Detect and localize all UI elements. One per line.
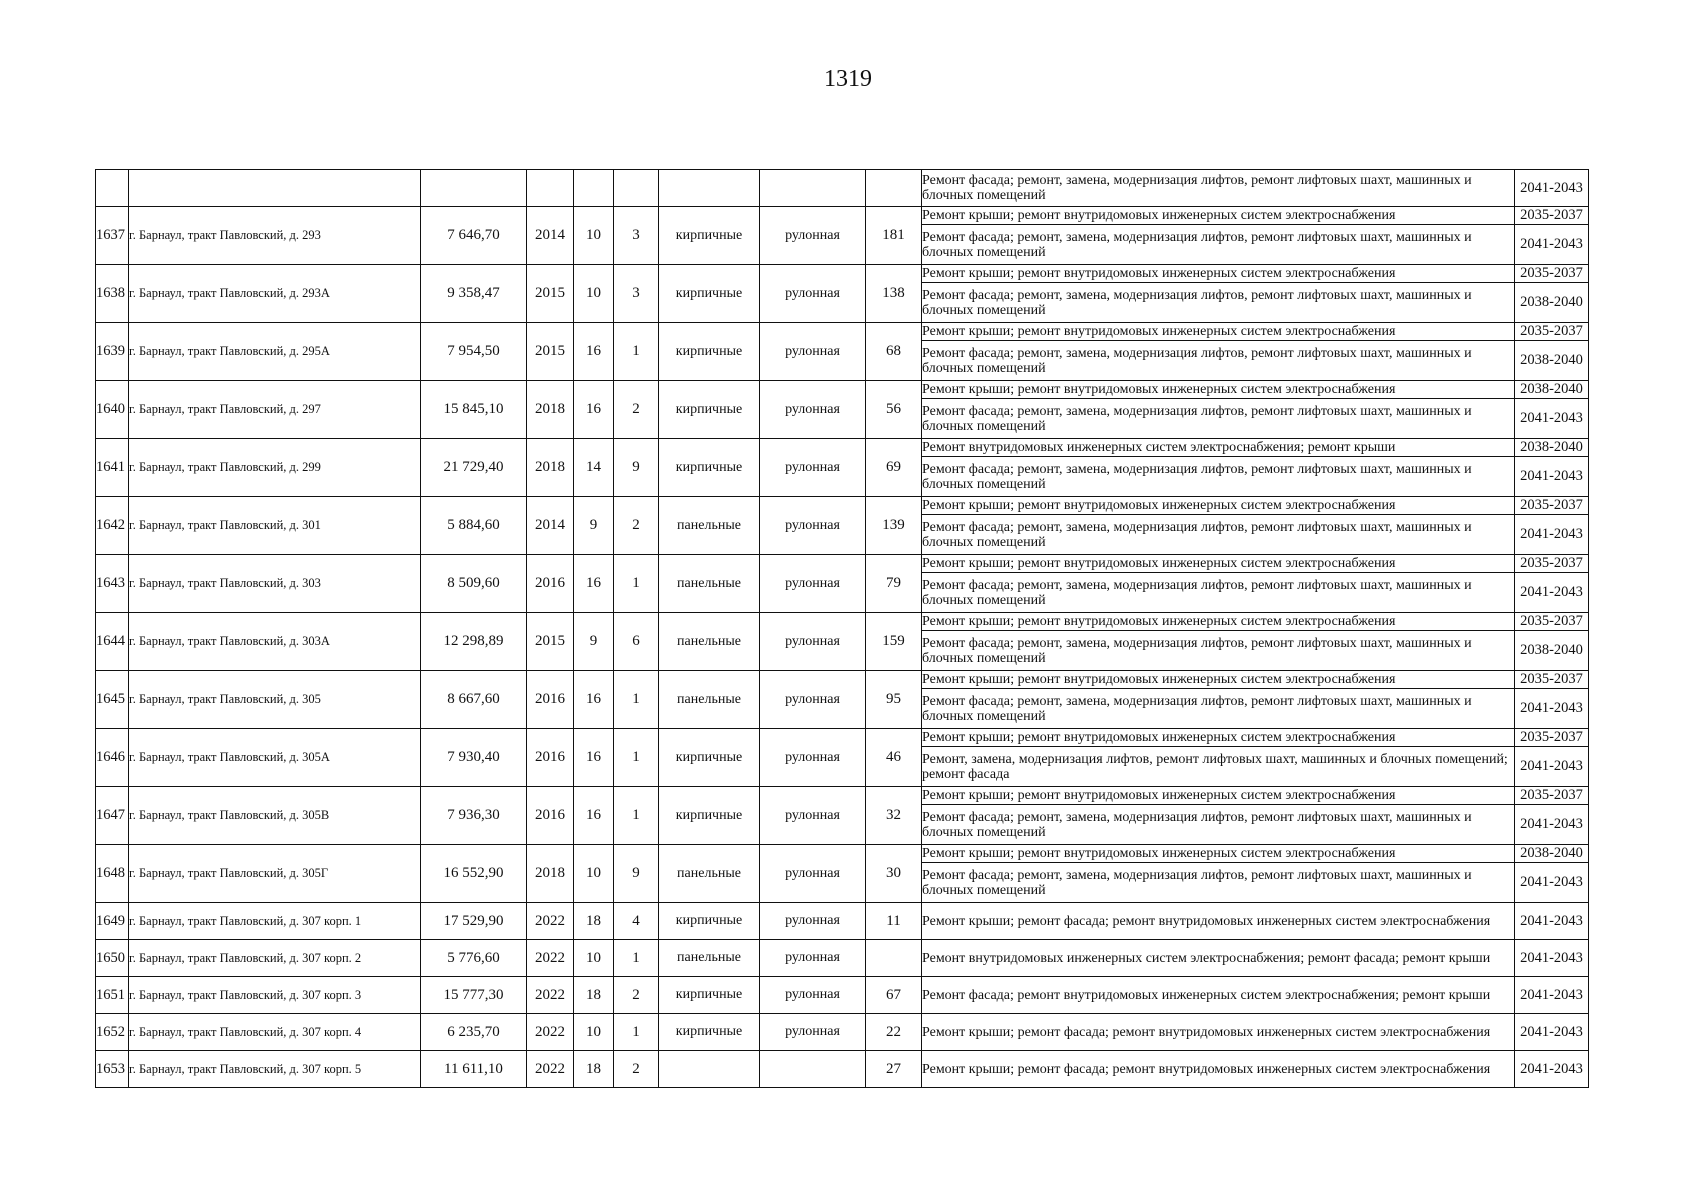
roof-type-cell: рулонная — [760, 845, 866, 903]
roof-type-cell: рулонная — [760, 555, 866, 613]
works-cell: Ремонт фасада; ремонт, замена, модернизация лифтов, ремонт лифтовых шахт, машинных и блочных помещений — [922, 170, 1515, 207]
works-cell: Ремонт внутридомовых инженерных систем электроснабжения; ремонт фасада; ремонт крыши — [922, 940, 1515, 977]
floors-cell: 16 — [574, 555, 614, 613]
residents-cell: 30 — [866, 845, 922, 903]
year-cell: 2016 — [527, 555, 574, 613]
walls-material-cell: кирпичные — [659, 207, 760, 265]
period-cell: 2041-2043 — [1515, 399, 1589, 439]
area-cell: 16 552,90 — [421, 845, 527, 903]
works-cell: Ремонт крыши; ремонт внутридомовых инженерных систем электроснабжения — [922, 787, 1515, 805]
works-cell: Ремонт фасада; ремонт внутридомовых инженерных систем электроснабжения; ремонт крыши — [922, 977, 1515, 1014]
empty-cell — [659, 170, 760, 207]
works-cell: Ремонт крыши; ремонт внутридомовых инженерных систем электроснабжения — [922, 381, 1515, 399]
residents-cell: 138 — [866, 265, 922, 323]
period-cell: 2041-2043 — [1515, 1051, 1589, 1088]
works-cell: Ремонт фасада; ремонт, замена, модернизация лифтов, ремонт лифтовых шахт, машинных и блочных помещений — [922, 805, 1515, 845]
works-cell: Ремонт фасада; ремонт, замена, модернизация лифтов, ремонт лифтовых шахт, машинных и блочных помещений — [922, 457, 1515, 497]
year-cell: 2022 — [527, 977, 574, 1014]
floors-cell: 9 — [574, 497, 614, 555]
works-cell: Ремонт крыши; ремонт внутридомовых инженерных систем электроснабжения — [922, 207, 1515, 225]
row-number: 1649 — [96, 903, 129, 940]
walls-material-cell: кирпичные — [659, 265, 760, 323]
address-cell: г. Барнаул, тракт Павловский, д. 295А — [129, 323, 421, 381]
year-cell: 2016 — [527, 729, 574, 787]
works-cell: Ремонт фасада; ремонт, замена, модернизация лифтов, ремонт лифтовых шахт, машинных и блочных помещений — [922, 225, 1515, 265]
address-cell: г. Барнаул, тракт Павловский, д. 303А — [129, 613, 421, 671]
floors-cell: 16 — [574, 787, 614, 845]
address-cell: г. Барнаул, тракт Павловский, д. 307 корп. 3 — [129, 977, 421, 1014]
roof-type-cell: рулонная — [760, 787, 866, 845]
period-cell: 2041-2043 — [1515, 805, 1589, 845]
roof-type-cell: рулонная — [760, 1014, 866, 1051]
address-cell: г. Барнаул, тракт Павловский, д. 301 — [129, 497, 421, 555]
entrances-cell: 4 — [614, 903, 659, 940]
period-cell: 2041-2043 — [1515, 977, 1589, 1014]
period-cell: 2038-2040 — [1515, 631, 1589, 671]
address-cell: г. Барнаул, тракт Павловский, д. 299 — [129, 439, 421, 497]
residents-cell: 67 — [866, 977, 922, 1014]
period-cell: 2035-2037 — [1515, 207, 1589, 225]
period-cell: 2038-2040 — [1515, 381, 1589, 399]
walls-material-cell: панельные — [659, 613, 760, 671]
works-cell: Ремонт крыши; ремонт внутридомовых инженерных систем электроснабжения — [922, 729, 1515, 747]
walls-material-cell: кирпичные — [659, 977, 760, 1014]
row-number: 1640 — [96, 381, 129, 439]
roof-type-cell: рулонная — [760, 940, 866, 977]
row-number: 1651 — [96, 977, 129, 1014]
walls-material-cell: панельные — [659, 940, 760, 977]
row-number: 1650 — [96, 940, 129, 977]
walls-material-cell: кирпичные — [659, 1014, 760, 1051]
year-cell: 2014 — [527, 497, 574, 555]
area-cell: 21 729,40 — [421, 439, 527, 497]
works-cell: Ремонт фасада; ремонт, замена, модернизация лифтов, ремонт лифтовых шахт, машинных и блочных помещений — [922, 573, 1515, 613]
area-cell: 5 884,60 — [421, 497, 527, 555]
area-cell: 11 611,10 — [421, 1051, 527, 1088]
table-row — [96, 497, 1589, 515]
area-cell: 7 936,30 — [421, 787, 527, 845]
table-row — [96, 940, 1589, 977]
empty-cell — [866, 170, 922, 207]
period-cell: 2035-2037 — [1515, 265, 1589, 283]
roof-type-cell: рулонная — [760, 977, 866, 1014]
floors-cell: 16 — [574, 323, 614, 381]
roof-type-cell: рулонная — [760, 613, 866, 671]
floors-cell: 18 — [574, 903, 614, 940]
empty-cell — [574, 170, 614, 207]
area-cell: 7 646,70 — [421, 207, 527, 265]
works-cell: Ремонт крыши; ремонт внутридомовых инженерных систем электроснабжения — [922, 845, 1515, 863]
year-cell: 2018 — [527, 439, 574, 497]
table-row — [96, 1014, 1589, 1051]
works-cell: Ремонт крыши; ремонт внутридомовых инженерных систем электроснабжения — [922, 265, 1515, 283]
works-cell: Ремонт крыши; ремонт внутридомовых инженерных систем электроснабжения — [922, 323, 1515, 341]
row-number: 1653 — [96, 1051, 129, 1088]
entrances-cell: 1 — [614, 940, 659, 977]
entrances-cell: 1 — [614, 787, 659, 845]
floors-cell: 10 — [574, 1014, 614, 1051]
period-cell: 2035-2037 — [1515, 671, 1589, 689]
year-cell: 2015 — [527, 265, 574, 323]
table-row — [96, 613, 1589, 631]
row-number: 1638 — [96, 265, 129, 323]
area-cell: 6 235,70 — [421, 1014, 527, 1051]
walls-material-cell: кирпичные — [659, 439, 760, 497]
works-cell: Ремонт крыши; ремонт внутридомовых инженерных систем электроснабжения — [922, 497, 1515, 515]
residents-cell: 46 — [866, 729, 922, 787]
period-cell: 2041-2043 — [1515, 940, 1589, 977]
row-number: 1637 — [96, 207, 129, 265]
floors-cell: 18 — [574, 977, 614, 1014]
floors-cell: 10 — [574, 845, 614, 903]
residents-cell: 27 — [866, 1051, 922, 1088]
row-number: 1642 — [96, 497, 129, 555]
area-cell: 8 509,60 — [421, 555, 527, 613]
walls-material-cell: панельные — [659, 497, 760, 555]
roof-type-cell: рулонная — [760, 671, 866, 729]
entrances-cell: 1 — [614, 555, 659, 613]
entrances-cell: 3 — [614, 265, 659, 323]
entrances-cell: 2 — [614, 381, 659, 439]
row-number: 1648 — [96, 845, 129, 903]
year-cell: 2015 — [527, 323, 574, 381]
period-cell: 2041-2043 — [1515, 689, 1589, 729]
table-body — [96, 170, 1589, 1088]
works-cell: Ремонт фасада; ремонт, замена, модернизация лифтов, ремонт лифтовых шахт, машинных и блочных помещений — [922, 283, 1515, 323]
empty-cell — [421, 170, 527, 207]
floors-cell: 10 — [574, 265, 614, 323]
entrances-cell: 1 — [614, 1014, 659, 1051]
walls-material-cell: панельные — [659, 555, 760, 613]
residents-cell: 32 — [866, 787, 922, 845]
row-number: 1652 — [96, 1014, 129, 1051]
row-number: 1645 — [96, 671, 129, 729]
area-cell: 8 667,60 — [421, 671, 527, 729]
period-cell: 2038-2040 — [1515, 283, 1589, 323]
residents-cell: 69 — [866, 439, 922, 497]
entrances-cell: 2 — [614, 977, 659, 1014]
works-cell: Ремонт фасада; ремонт, замена, модернизация лифтов, ремонт лифтовых шахт, машинных и блочных помещений — [922, 631, 1515, 671]
table-row — [96, 903, 1589, 940]
floors-cell: 10 — [574, 207, 614, 265]
works-cell: Ремонт крыши; ремонт фасада; ремонт внутридомовых инженерных систем электроснабжения — [922, 1051, 1515, 1088]
roof-type-cell: рулонная — [760, 729, 866, 787]
year-cell: 2016 — [527, 787, 574, 845]
residents-cell: 22 — [866, 1014, 922, 1051]
entrances-cell: 2 — [614, 1051, 659, 1088]
address-cell: г. Барнаул, тракт Павловский, д. 305Г — [129, 845, 421, 903]
period-cell: 2035-2037 — [1515, 323, 1589, 341]
period-cell: 2035-2037 — [1515, 729, 1589, 747]
period-cell: 2041-2043 — [1515, 515, 1589, 555]
works-cell: Ремонт фасада; ремонт, замена, модернизация лифтов, ремонт лифтовых шахт, машинных и блочных помещений — [922, 399, 1515, 439]
works-cell: Ремонт внутридомовых инженерных систем электроснабжения; ремонт крыши — [922, 439, 1515, 457]
year-cell: 2018 — [527, 381, 574, 439]
area-cell: 17 529,90 — [421, 903, 527, 940]
entrances-cell: 1 — [614, 671, 659, 729]
area-cell: 15 777,30 — [421, 977, 527, 1014]
table-row — [96, 977, 1589, 1014]
page-number: 1319 — [824, 66, 872, 92]
roof-type-cell: рулонная — [760, 381, 866, 439]
area-cell: 15 845,10 — [421, 381, 527, 439]
floors-cell: 14 — [574, 439, 614, 497]
residents-cell: 181 — [866, 207, 922, 265]
empty-cell — [129, 170, 421, 207]
table-row — [96, 170, 1589, 207]
walls-material-cell: кирпичные — [659, 787, 760, 845]
walls-material-cell: панельные — [659, 845, 760, 903]
residents-cell: 79 — [866, 555, 922, 613]
empty-cell — [760, 170, 866, 207]
roof-type-cell: рулонная — [760, 439, 866, 497]
address-cell: г. Барнаул, тракт Павловский, д. 307 корп. 4 — [129, 1014, 421, 1051]
period-cell: 2035-2037 — [1515, 497, 1589, 515]
address-cell: г. Барнаул, тракт Павловский, д. 293А — [129, 265, 421, 323]
residents-cell: 95 — [866, 671, 922, 729]
roof-type-cell: рулонная — [760, 265, 866, 323]
floors-cell: 10 — [574, 940, 614, 977]
works-cell: Ремонт фасада; ремонт, замена, модернизация лифтов, ремонт лифтовых шахт, машинных и блочных помещений — [922, 341, 1515, 381]
entrances-cell: 1 — [614, 729, 659, 787]
entrances-cell: 9 — [614, 439, 659, 497]
table-row — [96, 787, 1589, 805]
year-cell: 2022 — [527, 1051, 574, 1088]
row-number: 1639 — [96, 323, 129, 381]
area-cell: 12 298,89 — [421, 613, 527, 671]
floors-cell: 18 — [574, 1051, 614, 1088]
table-row — [96, 671, 1589, 689]
period-cell: 2041-2043 — [1515, 225, 1589, 265]
residents-cell — [866, 940, 922, 977]
area-cell: 7 954,50 — [421, 323, 527, 381]
residents-cell: 139 — [866, 497, 922, 555]
address-cell: г. Барнаул, тракт Павловский, д. 297 — [129, 381, 421, 439]
year-cell: 2018 — [527, 845, 574, 903]
area-cell: 9 358,47 — [421, 265, 527, 323]
works-cell: Ремонт, замена, модернизация лифтов, ремонт лифтовых шахт, машинных и блочных помещений; ремонт фасада — [922, 747, 1515, 787]
works-cell: Ремонт крыши; ремонт внутридомовых инженерных систем электроснабжения — [922, 671, 1515, 689]
floors-cell: 16 — [574, 381, 614, 439]
table-row — [96, 729, 1589, 747]
period-cell: 2041-2043 — [1515, 573, 1589, 613]
year-cell: 2022 — [527, 1014, 574, 1051]
works-cell: Ремонт фасада; ремонт, замена, модернизация лифтов, ремонт лифтовых шахт, машинных и блочных помещений — [922, 515, 1515, 555]
row-number: 1643 — [96, 555, 129, 613]
roof-type-cell: рулонная — [760, 323, 866, 381]
works-cell: Ремонт крыши; ремонт фасада; ремонт внутридомовых инженерных систем электроснабжения — [922, 1014, 1515, 1051]
year-cell: 2016 — [527, 671, 574, 729]
residents-cell: 11 — [866, 903, 922, 940]
empty-cell — [614, 170, 659, 207]
address-cell: г. Барнаул, тракт Павловский, д. 305В — [129, 787, 421, 845]
table-row — [96, 555, 1589, 573]
floors-cell: 9 — [574, 613, 614, 671]
address-cell: г. Барнаул, тракт Павловский, д. 305А — [129, 729, 421, 787]
works-cell: Ремонт крыши; ремонт фасада; ремонт внутридомовых инженерных систем электроснабжения — [922, 903, 1515, 940]
year-cell: 2014 — [527, 207, 574, 265]
address-cell: г. Барнаул, тракт Павловский, д. 293 — [129, 207, 421, 265]
table-row — [96, 323, 1589, 341]
entrances-cell: 9 — [614, 845, 659, 903]
period-cell: 2041-2043 — [1515, 863, 1589, 903]
period-cell: 2041-2043 — [1515, 1014, 1589, 1051]
period-cell: 2035-2037 — [1515, 555, 1589, 573]
walls-material-cell: кирпичные — [659, 903, 760, 940]
period-cell: 2035-2037 — [1515, 787, 1589, 805]
empty-cell — [527, 170, 574, 207]
roof-type-cell: рулонная — [760, 903, 866, 940]
works-cell: Ремонт фасада; ремонт, замена, модернизация лифтов, ремонт лифтовых шахт, машинных и блочных помещений — [922, 863, 1515, 903]
walls-material-cell: панельные — [659, 671, 760, 729]
address-cell: г. Барнаул, тракт Павловский, д. 307 корп. 5 — [129, 1051, 421, 1088]
floors-cell: 16 — [574, 671, 614, 729]
table-row — [96, 207, 1589, 225]
residents-cell: 56 — [866, 381, 922, 439]
period-cell: 2038-2040 — [1515, 341, 1589, 381]
works-cell: Ремонт крыши; ремонт внутридомовых инженерных систем электроснабжения — [922, 555, 1515, 573]
period-cell: 2038-2040 — [1515, 439, 1589, 457]
walls-material-cell: кирпичные — [659, 381, 760, 439]
row-number: 1641 — [96, 439, 129, 497]
entrances-cell: 6 — [614, 613, 659, 671]
period-cell: 2041-2043 — [1515, 457, 1589, 497]
period-cell: 2041-2043 — [1515, 170, 1589, 207]
table-row — [96, 845, 1589, 863]
address-cell: г. Барнаул, тракт Павловский, д. 307 корп. 2 — [129, 940, 421, 977]
table-row — [96, 1051, 1589, 1088]
year-cell: 2022 — [527, 940, 574, 977]
walls-material-cell: кирпичные — [659, 323, 760, 381]
roof-type-cell: рулонная — [760, 207, 866, 265]
year-cell: 2022 — [527, 903, 574, 940]
table-row — [96, 381, 1589, 399]
residents-cell: 68 — [866, 323, 922, 381]
address-cell: г. Барнаул, тракт Павловский, д. 307 корп. 1 — [129, 903, 421, 940]
area-cell: 7 930,40 — [421, 729, 527, 787]
period-cell: 2035-2037 — [1515, 613, 1589, 631]
entrances-cell: 1 — [614, 323, 659, 381]
residents-cell: 159 — [866, 613, 922, 671]
works-cell: Ремонт фасада; ремонт, замена, модернизация лифтов, ремонт лифтовых шахт, машинных и блочных помещений — [922, 689, 1515, 729]
period-cell: 2038-2040 — [1515, 845, 1589, 863]
period-cell: 2041-2043 — [1515, 903, 1589, 940]
walls-material-cell: кирпичные — [659, 729, 760, 787]
housing-register-table — [95, 169, 1589, 1088]
table-row — [96, 265, 1589, 283]
address-cell: г. Барнаул, тракт Павловский, д. 303 — [129, 555, 421, 613]
row-number: 1647 — [96, 787, 129, 845]
area-cell: 5 776,60 — [421, 940, 527, 977]
floors-cell: 16 — [574, 729, 614, 787]
roof-type-cell: рулонная — [760, 497, 866, 555]
period-cell: 2041-2043 — [1515, 747, 1589, 787]
works-cell: Ремонт крыши; ремонт внутридомовых инженерных систем электроснабжения — [922, 613, 1515, 631]
entrances-cell: 3 — [614, 207, 659, 265]
table-row — [96, 439, 1589, 457]
year-cell: 2015 — [527, 613, 574, 671]
row-number: 1644 — [96, 613, 129, 671]
roof-type-cell — [760, 1051, 866, 1088]
row-number: 1646 — [96, 729, 129, 787]
empty-cell — [96, 170, 129, 207]
entrances-cell: 2 — [614, 497, 659, 555]
address-cell: г. Барнаул, тракт Павловский, д. 305 — [129, 671, 421, 729]
walls-material-cell — [659, 1051, 760, 1088]
